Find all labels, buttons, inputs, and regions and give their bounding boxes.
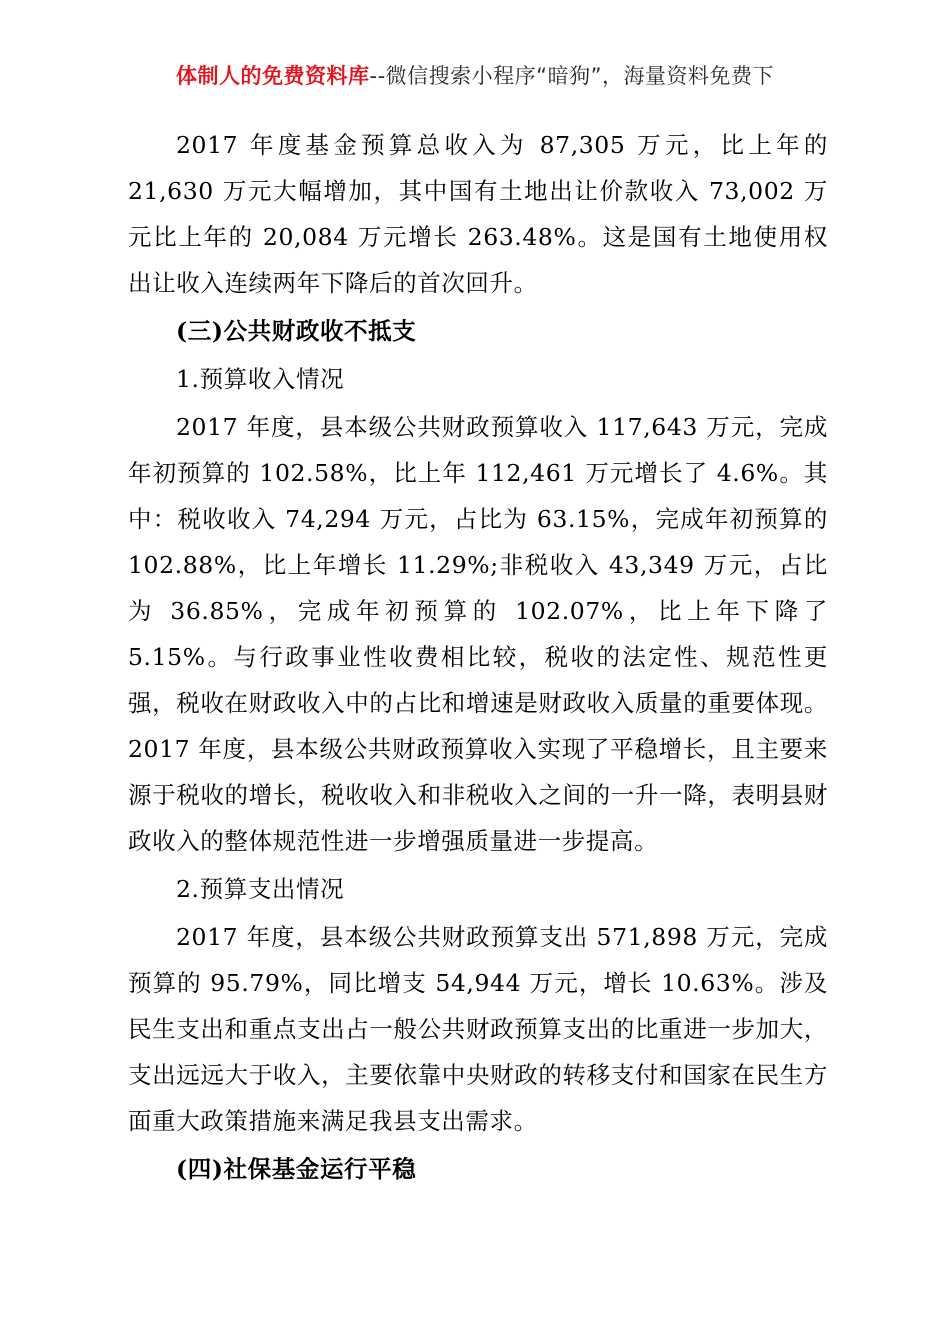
- subheading-budget-expenditure: 2.预算支出情况: [176, 875, 345, 903]
- heading-section-three: (三)公共财政收不抵支: [176, 317, 417, 345]
- watermark-banner: [0, 64, 950, 89]
- paragraph-fund-budget-income: 2017 年度基金预算总收入为 87,305 万元，比上年的 21,630 万元大幅增加，其中国有土地出让价款收入 73,002 万元比上年的 20,084 万元增长 263.48%。这是国有土地使用权出让收入连续两年下降后的首次回升。: [128, 131, 828, 297]
- watermark-dark-text: --微信搜索小程序“暗狗”，海量资料免费下: [369, 64, 774, 88]
- subheading-budget-income: 1.预算收入情况: [176, 365, 345, 393]
- paragraph-budget-income-detail: 2017 年度，县本级公共财政预算收入 117,643 万元，完成年初预算的 102.58%，比上年 112,461 万元增长了 4.6%。其中：税收收入 74,294 万元，占比为 63.15%，完成年初预算的 102.88%，比上年增长 11.29%;非税收入 43,349 万元，占比为 36.85%，完成年初预算的 102.07%，比上年下降了 5.15%。与行政事业性收费相比较，税收的法定性、规范性更强，税收在财政收入中的占比和增速是财政收入质量的重要体现。2017 年度，县本级公共财政预算收入实现了平稳增长，且主要来源于税收的增长，税收收入和非税收入之间的一升一降，表明县财政收入的整体规范性进一步增强质量进一步提高。: [128, 413, 828, 855]
- paragraph-budget-expenditure-detail: 2017 年度，县本级公共财政预算支出 571,898 万元，完成预算的 95.79%，同比增支 54,944 万元，增长 10.63%。涉及民生支出和重点支出占一般公共财政预算支出的比重进一步加大，支出远远大于收入，主要依靠中央财政的转移支付和国家在民生方面重大政策措施来满足我县支出需求。: [128, 923, 828, 1135]
- heading-section-four: (四)社保基金运行平稳: [176, 1155, 417, 1183]
- watermark-red-text: 体制人的免费资料库: [176, 64, 370, 88]
- document-body: [128, 122, 828, 1194]
